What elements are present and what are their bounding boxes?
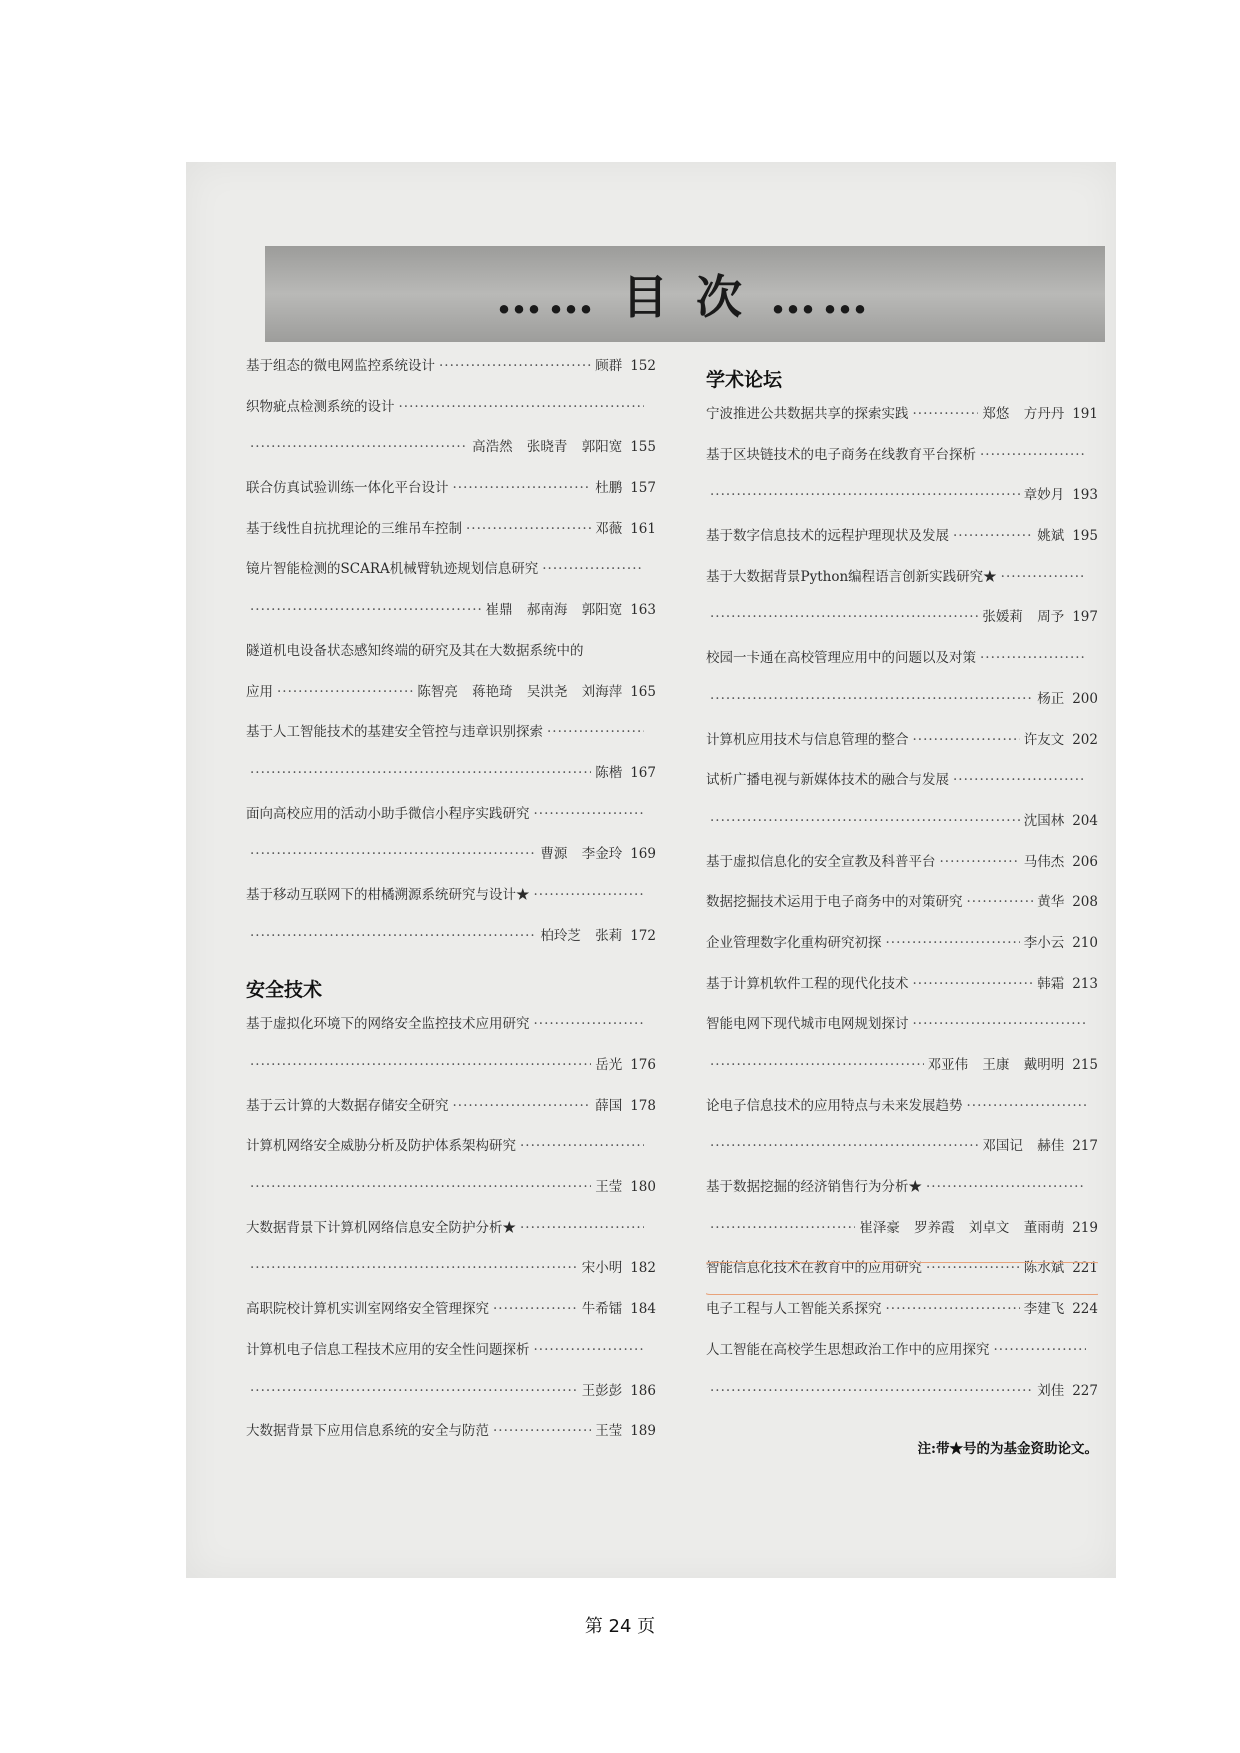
entry-title: 企业管理数字化重构研究初探 <box>706 934 882 951</box>
entry-page-number: 155 <box>630 439 656 456</box>
dot-leader <box>277 684 413 700</box>
entry-title: 隧道机电设备状态感知终端的研究及其在大数据系统中的 <box>246 642 584 659</box>
entry-authors: 崔鼎 郝南海 郭阳宽 <box>485 602 623 619</box>
entry-authors: 陈智亮 蒋艳琦 吴洪尧 刘海萍 <box>417 683 623 700</box>
dot-leader <box>980 650 1086 666</box>
dot-leader <box>534 1016 645 1032</box>
entry-authors: 曹源 李金玲 <box>540 846 623 863</box>
entry-authors: 杜鹏 <box>595 480 623 497</box>
dot-leader <box>710 487 1020 503</box>
entry-authors: 许友文 <box>1023 731 1065 748</box>
dot-leader <box>710 691 1033 707</box>
dot-leader <box>953 528 1033 544</box>
toc-entry <box>246 1175 656 1216</box>
entry-title: 大数据背景下计算机网络信息安全防护分析★ <box>246 1219 516 1236</box>
entry-title: 智能电网下现代城市电网规划探讨 <box>706 1016 909 1033</box>
entry-page-number: 217 <box>1072 1138 1098 1155</box>
toc-entry <box>706 1379 1098 1420</box>
section-heading: 安全技术 <box>246 978 323 1001</box>
entry-page-number: 176 <box>630 1057 656 1073</box>
dot-leader <box>710 609 978 625</box>
entry-authors: 黄华 <box>1037 894 1065 911</box>
toc-entry <box>706 402 1098 443</box>
dot-leader <box>542 561 644 577</box>
toc-entry <box>706 1297 1098 1338</box>
entry-page-number: 152 <box>630 358 656 374</box>
entry-page-number: 163 <box>630 602 656 619</box>
entry-title: 基于线性自抗扰理论的三维吊车控制 <box>246 520 462 537</box>
entry-authors: 岳光 <box>595 1057 623 1073</box>
toc-entry <box>246 924 656 965</box>
dot-leader <box>250 928 536 944</box>
entry-page-number: 189 <box>630 1423 656 1440</box>
toc-entry <box>706 1094 1098 1135</box>
entry-title: 大数据背景下应用信息系统的安全与防范 <box>246 1423 489 1440</box>
dot-leader <box>534 1342 645 1358</box>
toc-entry <box>246 1134 656 1175</box>
dot-leader <box>967 894 1034 910</box>
dot-leader <box>913 406 979 422</box>
toc-entry <box>706 443 1098 484</box>
dot-leader <box>710 813 1020 829</box>
dot-leader <box>913 732 1020 748</box>
toc-entry <box>706 1175 1098 1216</box>
toc-entry <box>246 761 656 802</box>
entry-authors: 陈水斌 <box>1023 1260 1065 1277</box>
toc-entry <box>246 435 656 476</box>
toc-entry <box>706 728 1098 769</box>
entry-authors: 邓薇 <box>595 520 623 537</box>
entry-authors: 高浩然 张晓青 郭阳宽 <box>472 439 623 456</box>
toc-entry <box>706 1216 1098 1257</box>
entry-page-number: 165 <box>630 683 656 700</box>
entry-title: 论电子信息技术的应用特点与未来发展趋势 <box>706 1097 963 1114</box>
entry-page-number: 191 <box>1072 406 1098 422</box>
entry-title: 校园一卡通在高校管理应用中的问题以及对策 <box>706 650 976 667</box>
entry-title: 应用 <box>246 683 273 700</box>
dot-leader <box>453 1098 592 1114</box>
dot-leader <box>439 358 591 374</box>
toc-entry <box>706 768 1098 809</box>
toc-entry <box>246 680 656 721</box>
entry-authors: 马伟杰 <box>1023 853 1065 870</box>
dot-leader <box>534 887 645 903</box>
entry-title: 镜片智能检测的SCARA机械臂轨迹规划信息研究 <box>246 561 539 578</box>
dot-leader <box>250 602 482 618</box>
toc-entry <box>706 850 1098 891</box>
entry-page-number: 219 <box>1072 1219 1098 1236</box>
dot-leader <box>710 1383 1033 1399</box>
entry-page-number: 195 <box>1072 528 1098 545</box>
toc-title: …… 目 次 …… <box>495 270 875 324</box>
entry-page-number: 180 <box>630 1179 656 1196</box>
entry-page-number: 215 <box>1072 1057 1098 1073</box>
toc-entry <box>706 972 1098 1013</box>
entry-authors: 陈楷 <box>595 764 623 781</box>
dot-leader <box>466 521 591 537</box>
entry-page-number: 169 <box>630 846 656 863</box>
dot-leader <box>913 1016 1087 1032</box>
entry-authors: 韩霜 <box>1037 975 1065 992</box>
entry-authors: 王彭彭 <box>581 1382 623 1399</box>
entry-title: 基于数据挖掘的经济销售行为分析★ <box>706 1179 922 1196</box>
dot-leader <box>926 1179 1086 1195</box>
entry-title: 基于云计算的大数据存储安全研究 <box>246 1097 449 1114</box>
entry-authors: 牛希镭 <box>581 1301 623 1318</box>
dot-leader <box>453 480 592 496</box>
dot-leader <box>493 1301 578 1317</box>
toc-entry <box>706 1134 1098 1175</box>
toc-right-entries <box>706 354 1098 1419</box>
toc-entry <box>246 1012 656 1053</box>
entry-page-number: 161 <box>630 520 656 537</box>
dot-leader <box>994 1342 1087 1358</box>
entry-page-number: 178 <box>630 1097 656 1114</box>
entry-authors: 姚斌 <box>1037 528 1065 545</box>
entry-page-number: 208 <box>1072 894 1098 911</box>
toc-entry <box>706 809 1098 850</box>
entry-title: 基于数字信息技术的远程护理现状及发展 <box>706 528 949 545</box>
dot-leader <box>250 1260 578 1276</box>
entry-title: 智能信息化技术在教育中的应用研究 <box>706 1260 922 1277</box>
dot-leader <box>710 1057 924 1073</box>
entry-page-number: 204 <box>1072 812 1098 829</box>
toc-entry <box>246 639 656 680</box>
entry-title: 基于大数据背景Python编程语言创新实践研究★ <box>706 568 997 585</box>
dot-leader <box>547 724 644 740</box>
entry-authors: 刘佳 <box>1037 1382 1065 1399</box>
toc-entry <box>706 890 1098 931</box>
dot-leader <box>953 772 1086 788</box>
entry-title: 计算机网络安全威胁分析及防护体系架构研究 <box>246 1138 516 1155</box>
entry-authors: 王莹 <box>595 1423 623 1440</box>
entry-page-number: 224 <box>1072 1301 1098 1318</box>
toc-entry <box>706 646 1098 687</box>
dot-leader <box>250 1057 591 1073</box>
entry-page-number: 182 <box>630 1260 656 1277</box>
dot-leader <box>710 1220 855 1236</box>
toc-entry <box>706 1338 1098 1379</box>
dot-leader <box>399 399 645 415</box>
entry-page-number: 184 <box>630 1301 656 1318</box>
entry-title: 基于计算机软件工程的现代化技术 <box>706 975 909 992</box>
toc-entry <box>246 883 656 924</box>
dot-leader <box>250 846 536 862</box>
toc-entry <box>246 1379 656 1420</box>
toc-entry <box>706 1053 1098 1094</box>
dot-leader <box>534 806 645 822</box>
dot-leader <box>520 1220 644 1236</box>
entry-authors: 崔泽豪 罗养霞 刘卓文 董雨萌 <box>859 1219 1065 1236</box>
journal-page <box>186 162 1116 1578</box>
entry-page-number: 197 <box>1072 609 1098 626</box>
entry-authors: 李建飞 <box>1023 1301 1065 1318</box>
toc-entry <box>706 1012 1098 1053</box>
dot-leader <box>967 1098 1087 1114</box>
dot-leader <box>250 1179 591 1195</box>
toc-entry <box>706 687 1098 728</box>
toc-entry <box>246 1094 656 1135</box>
dot-leader <box>886 935 1020 951</box>
page-number: 第 24 页 <box>584 1616 656 1637</box>
entry-authors: 杨正 <box>1037 690 1065 707</box>
toc-entry <box>246 1053 656 1094</box>
toc-entry <box>246 1419 656 1460</box>
entry-title: 计算机应用技术与信息管理的整合 <box>706 731 909 748</box>
entry-authors: 沈国林 <box>1023 812 1065 829</box>
toc-entry <box>246 354 656 395</box>
entry-authors: 李小云 <box>1023 934 1065 951</box>
section-heading: 学术论坛 <box>706 368 783 391</box>
entry-title: 试析广播电视与新媒体技术的融合与发展 <box>706 772 949 789</box>
entry-title: 宁波推进公共数据共享的探索实践 <box>706 406 909 422</box>
entry-title: 计算机电子信息工程技术应用的安全性问题探析 <box>246 1341 530 1358</box>
toc-entry <box>706 565 1098 606</box>
dot-leader <box>250 765 591 781</box>
toc-entry <box>246 395 656 436</box>
entry-authors: 宋小明 <box>581 1260 623 1277</box>
entry-page-number: 213 <box>1072 975 1098 992</box>
toc-entry <box>246 476 656 517</box>
toc-entry <box>706 605 1098 646</box>
toc-left-column <box>246 354 656 1460</box>
entry-title: 基于虚拟信息化的安全宣教及科普平台 <box>706 853 936 870</box>
dot-leader <box>913 976 1034 992</box>
entry-authors: 王莹 <box>595 1179 623 1196</box>
fund-note: 注:带★号的为基金资助论文。 <box>917 1441 1098 1458</box>
toc-entry <box>246 1216 656 1257</box>
entry-page-number: 221 <box>1072 1260 1098 1277</box>
entry-title: 电子工程与人工智能关系探究 <box>706 1301 882 1318</box>
toc-entry <box>706 931 1098 972</box>
entry-page-number: 167 <box>630 764 656 781</box>
entry-title: 人工智能在高校学生思想政治工作中的应用探究 <box>706 1341 990 1358</box>
toc-entry <box>246 598 656 639</box>
toc-entry-highlighted <box>706 1256 1098 1297</box>
dot-leader <box>980 447 1086 463</box>
dot-leader <box>520 1138 644 1154</box>
entry-title: 基于移动互联网下的柑橘溯源系统研究与设计★ <box>246 886 530 903</box>
toc-entry <box>706 524 1098 565</box>
entry-page-number: 206 <box>1072 853 1098 870</box>
entry-page-number: 227 <box>1072 1382 1098 1399</box>
dot-leader <box>710 1138 978 1154</box>
entry-authors: 张媛莉 周予 <box>982 609 1065 626</box>
entry-authors: 薛国 <box>595 1097 623 1114</box>
toc-entry <box>246 1297 656 1338</box>
entry-page-number: 210 <box>1072 934 1098 951</box>
dot-leader <box>1001 569 1086 585</box>
entry-authors: 郑悠 方丹丹 <box>982 406 1065 422</box>
entry-page-number: 186 <box>630 1382 656 1399</box>
toc-entry <box>246 1256 656 1297</box>
entry-authors: 顾群 <box>595 358 623 374</box>
toc-banner <box>265 246 1105 342</box>
toc-entry <box>246 720 656 761</box>
entry-title: 基于虚拟化环境下的网络安全监控技术应用研究 <box>246 1016 530 1033</box>
entry-title: 面向高校应用的活动小助手微信小程序实践研究 <box>246 805 530 822</box>
toc-entry <box>246 842 656 883</box>
toc-entry <box>246 802 656 843</box>
toc-entry <box>246 1338 656 1379</box>
entry-page-number: 202 <box>1072 731 1098 748</box>
dot-leader <box>493 1423 591 1439</box>
entry-title: 联合仿真试验训练一体化平台设计 <box>246 480 449 497</box>
entry-title: 织物疵点检测系统的设计 <box>246 398 395 415</box>
toc-entry <box>246 557 656 598</box>
entry-title: 基于组态的微电网监控系统设计 <box>246 358 435 374</box>
toc-entry <box>706 483 1098 524</box>
dot-leader <box>250 1383 578 1399</box>
entry-title: 数据挖掘技术运用于电子商务中的对策研究 <box>706 894 963 911</box>
entry-authors: 邓国记 赫佳 <box>982 1138 1065 1155</box>
entry-authors: 章妙月 <box>1023 487 1065 504</box>
dot-leader <box>940 854 1020 870</box>
entry-title: 基于人工智能技术的基建安全管控与违章识别探索 <box>246 724 543 741</box>
dot-leader <box>926 1260 1020 1276</box>
entry-authors: 邓亚伟 王康 戴明明 <box>927 1057 1065 1073</box>
entry-page-number: 193 <box>1072 487 1098 504</box>
toc-right-column <box>706 354 1098 1457</box>
toc-entry <box>246 517 656 558</box>
entry-page-number: 172 <box>630 927 656 944</box>
entry-page-number: 157 <box>630 480 656 497</box>
entry-authors: 柏玲芝 张莉 <box>540 927 623 944</box>
entry-page-number: 200 <box>1072 690 1098 707</box>
dot-leader <box>886 1301 1020 1317</box>
entry-title: 基于区块链技术的电子商务在线教育平台探析 <box>706 446 976 463</box>
dot-leader <box>250 439 468 455</box>
entry-title: 高职院校计算机实训室网络安全管理探究 <box>246 1301 489 1318</box>
